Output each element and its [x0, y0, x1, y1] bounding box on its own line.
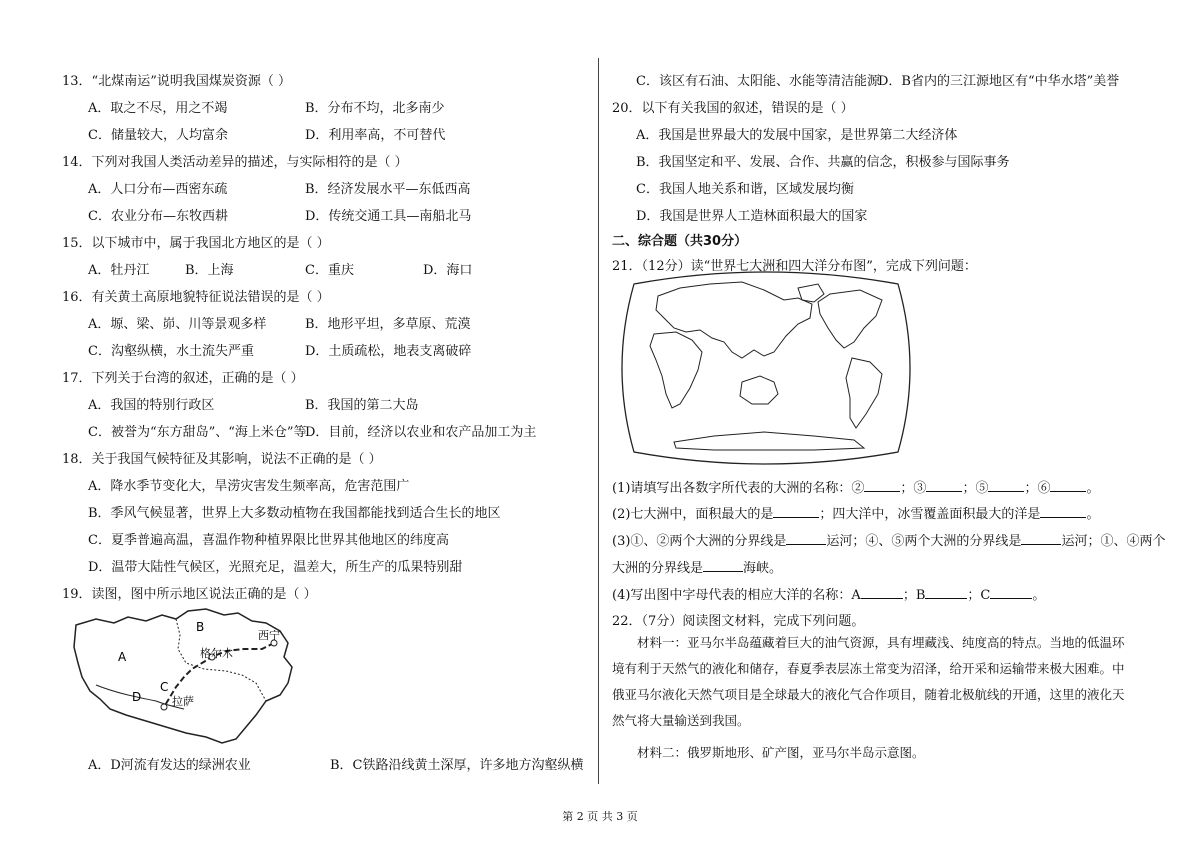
q21-p1-text-d: ；⑥: [1024, 481, 1051, 496]
q21-part-4: [612, 584, 1045, 603]
question-22-stem: 22．（7分）阅读图文材料，完成下列问题。: [612, 614, 865, 629]
q13-option-d: D．利用率高，不可替代: [305, 128, 446, 143]
q18-option-d: D．温带大陆性气候区，光照充足，温差大，所生产的瓜果特别甜: [88, 560, 463, 575]
q21-p4-text-c: ；C: [967, 588, 991, 603]
answer-blank[interactable]: [864, 479, 900, 492]
q21-p1-text-a: (1)请填写出各数字所代表的大洲的名称：②: [612, 481, 865, 496]
answer-blank[interactable]: [703, 559, 743, 572]
q17-option-c: C．被誉为“东方甜岛”、“海上米仓”等: [88, 425, 307, 440]
answer-blank[interactable]: [990, 586, 1032, 599]
answer-blank[interactable]: [1040, 505, 1086, 518]
q21-part-1: [612, 477, 1099, 496]
section-2-heading: 二、综合题（共30分）: [612, 234, 748, 249]
q19-option-b: B．C铁路沿线黄土深厚，许多地方沟壑纵横: [330, 758, 584, 773]
question-19-stem: 19．读图，图中所示地区说法正确的是（ ）: [62, 587, 317, 602]
q21-part-3-cont: [612, 557, 782, 576]
q21-p1-text-b: ；③: [900, 481, 927, 496]
q16-option-c: C．沟壑纵横，水土流失严重: [88, 344, 254, 359]
q19-option-a: A．D河流有发达的绿洲农业: [88, 758, 251, 773]
lhasa-dot: [161, 704, 167, 710]
answer-blank[interactable]: [988, 479, 1024, 492]
q13-option-b: B．分布不均，北多南少: [305, 101, 445, 116]
greenland-shape: [798, 284, 824, 302]
q16-option-d: D．土质疏松，地表支离破碎: [305, 344, 472, 359]
africa-shape: [650, 332, 702, 408]
q21-part-2: [612, 503, 1099, 522]
q21-p3-text-d: 大洲的分界线是: [612, 561, 704, 576]
q20-option-c: C．我国人地关系和谐，区域发展均衡: [636, 182, 854, 197]
q20-option-d: D．我国是世界人工造林面积最大的国家: [636, 209, 868, 224]
answer-blank[interactable]: [1050, 479, 1086, 492]
north-america-shape: [818, 290, 882, 348]
q19-option-c: C．该区有石油、太阳能、水能等清洁能源: [636, 74, 880, 89]
q21-p1-text-c: ；⑤: [962, 481, 989, 496]
q19-option-d: D．B省内的三江源地区有“中华水塔”美誉: [878, 74, 1120, 89]
question-14-stem: 14．下列对我国人类活动差异的描述，与实际相符的是（ ）: [62, 155, 408, 170]
province-border: [176, 619, 266, 701]
answer-blank[interactable]: [786, 532, 826, 545]
question-20-stem: 20．以下有关我国的叙述，错误的是（ ）: [612, 101, 854, 116]
question-21-stem: 21．（12分）读“世界七大洲和四大洋分布图”，完成下列问题：: [612, 259, 977, 274]
q13-option-a: A．取之不尽，用之不竭: [88, 101, 228, 116]
q15-option-b: B．上海: [185, 263, 234, 278]
map-frame: [622, 272, 910, 464]
q21-p3-text-a: (3)①、②两个大洲的分界线是: [612, 534, 787, 549]
question-16-stem: 16．有关黄土高原地貌特征说法错误的是（ ）: [62, 290, 330, 305]
q14-option-b: B．经济发展水平—东低西高: [305, 182, 471, 197]
q21-p4-text-a: (4)写出图中字母代表的相应大洋的名称：A: [612, 588, 861, 603]
column-divider: [598, 58, 599, 784]
q21-p3-text-c: 运河；①、④两个: [1061, 534, 1166, 549]
answer-blank[interactable]: [925, 586, 967, 599]
q20-option-a: A．我国是世界最大的发展中国家，是世界第二大经济体: [636, 128, 958, 143]
question-13-stem: 13．“北煤南运”说明我国煤炭资源（ ）: [62, 74, 291, 89]
q21-p2-text-a: (2)七大洲中，面积最大的是: [612, 507, 774, 522]
antarctica-shape: [674, 432, 864, 450]
q21-p4-text-d: 。: [1032, 588, 1046, 603]
qinghai-tibet-map: [66, 605, 306, 750]
q15-option-d: D．海口: [423, 263, 473, 278]
q21-p1-text-e: 。: [1086, 481, 1100, 496]
q21-p2-text-c: 。: [1086, 507, 1100, 522]
material-2-paragraph: 材料二：俄罗斯地形、矿产图，亚马尔半岛示意图。: [637, 745, 925, 760]
map-label-b: B: [196, 620, 205, 634]
material-1-paragraph: 材料一：亚马尔半岛蕴藏着巨大的油气资源，具有埋藏浅、纯度高的特点。当地的低温环境有利于天然气的液化和储存，春夏季表层冻土常变为沼泽，给开采和运输带来极大困难。中俄亚马尔液化天然气项目是全球最大的液化气合作项目，随着北极航线的开通，这里的液化天然气将大量输送到我国。: [612, 635, 1125, 728]
question-15-stem: 15．以下城市中，属于我国北方地区的是（ ）: [62, 236, 330, 251]
answer-blank[interactable]: [926, 479, 962, 492]
map-label-golmud: 格尔木: [200, 647, 233, 660]
q18-option-b: B．季风气候显著，世界上大多数动植物在我国都能找到适合生长的地区: [88, 506, 501, 521]
world-continents-map: [614, 270, 918, 466]
q20-option-b: B．我国坚定和平、发展、合作、共赢的信念，积极参与国际事务: [636, 155, 1010, 170]
q15-option-a: A．牡丹江: [88, 263, 150, 278]
q21-p3-text-b: 运河；④、⑤两个大洲的分界线是: [826, 534, 1022, 549]
q16-option-b: B．地形平坦，多草原、荒漠: [305, 317, 471, 332]
q13-option-c: C．储量较大，人均富余: [88, 128, 228, 143]
map-label-c: C: [160, 680, 169, 694]
question-18-stem: 18．关于我国气候特征及其影响，说法不正确的是（ ）: [62, 452, 382, 467]
australia-shape: [740, 376, 778, 404]
q17-option-a: A．我国的特别行政区: [88, 398, 215, 413]
map-label-lhasa: 拉萨: [172, 695, 194, 708]
q14-option-c: C．农业分布—东牧西耕: [88, 209, 228, 224]
q15-option-c: C．重庆: [305, 263, 354, 278]
map-label-a: A: [118, 650, 127, 664]
map-label-d: D: [132, 690, 142, 704]
q21-p2-text-b: ；四大洋中，冰雪覆盖面积最大的洋是: [819, 507, 1041, 522]
south-america-shape: [846, 358, 882, 428]
eurasia-shape: [656, 282, 812, 358]
q16-option-a: A．塬、梁、峁、川等景观多样: [88, 317, 267, 332]
q17-option-b: B．我国的第二大岛: [305, 398, 419, 413]
map-label-xining: 西宁: [258, 629, 280, 642]
q18-option-c: C．夏季普遍高温，喜温作物种植界限比世界其他地区的纬度高: [88, 533, 449, 548]
q21-part-3: [612, 530, 1165, 549]
q14-option-d: D．传统交通工具—南船北马: [305, 209, 472, 224]
question-17-stem: 17．下列关于台湾的叙述，正确的是（ ）: [62, 371, 304, 386]
answer-blank[interactable]: [861, 586, 903, 599]
q18-option-a: A．降水季节变化大，旱涝灾害发生频率高，危害范围广: [88, 479, 410, 494]
answer-blank[interactable]: [773, 505, 819, 518]
answer-blank[interactable]: [1021, 532, 1061, 545]
q21-p3-text-e: 海峡。: [743, 561, 783, 576]
page-footer: 第 2 页 共 3 页: [562, 810, 638, 823]
q17-option-d: D．目前，经济以农业和农产品加工为主: [305, 425, 537, 440]
q14-option-a: A．人口分布—西密东疏: [88, 182, 228, 197]
q21-p4-text-b: ；B: [902, 588, 926, 603]
